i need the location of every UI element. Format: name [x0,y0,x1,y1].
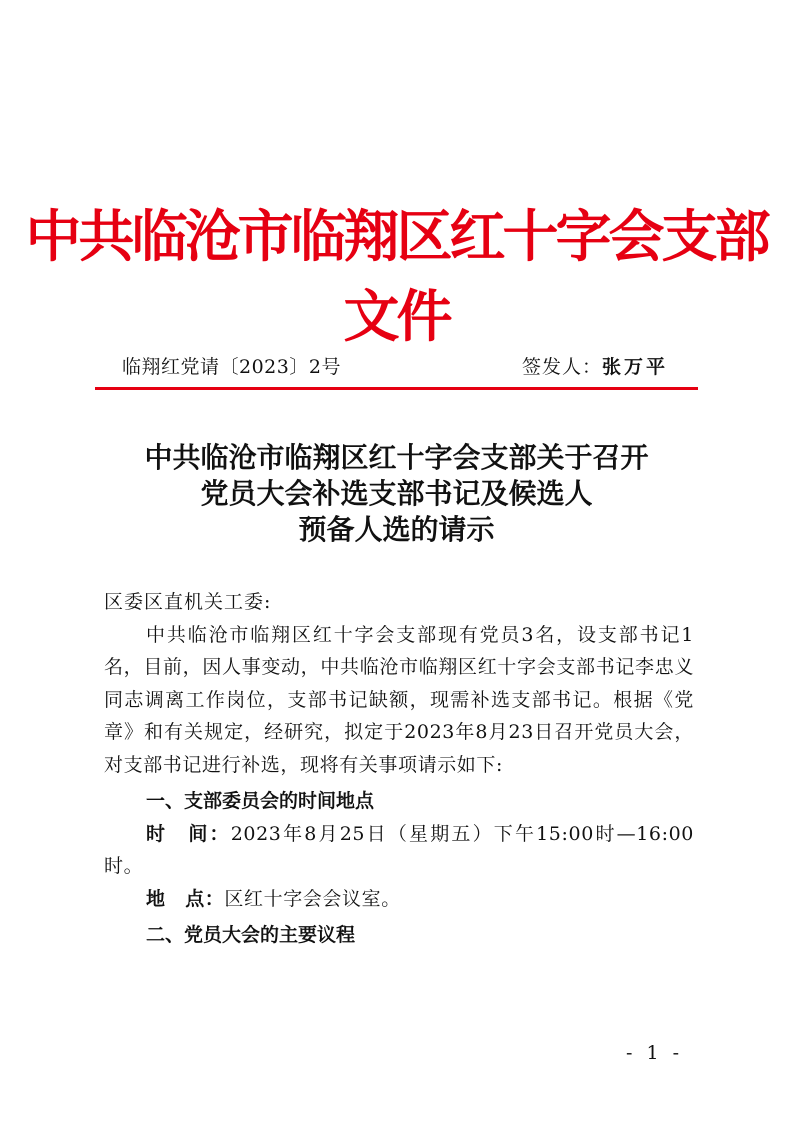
place-label: 地 点： [146,887,225,910]
title-line-2: 党员大会补选支部书记及候选人 [200,477,593,510]
section-heading-1: 一、支部委员会的时间地点 [146,790,375,812]
red-divider-line [95,387,698,390]
issuer-label: 签发人： [522,356,603,378]
page-number: - 1 - [626,1042,684,1064]
section-heading-2: 二、党员大会的主要议程 [146,924,356,946]
time-item [104,818,694,883]
place-value: 区红十字会会议室。 [224,887,401,910]
document-header-title: 中共临沧市临翔区红十字会支部文件 [25,205,768,350]
body-paragraph: 中共临沧市临翔区红十字会支部现有党员3名，设支部书记1名，目前，因人事变动，中共临沧市临翔区红十字会支部书记李忠义同志调离工作岗位，支部书记缺额，现需补选支部书记。根据《党章》和有关规定，经研究，拟定于2023年8月23日召开党员大会，对支部书记进行补选，现将有关事项请示如下: [104,623,694,776]
time-value: 2023年8月25日（星期五）下午15:00时—16:00时。 [104,822,694,877]
place-item [104,883,694,916]
addressee: 区委区直机关工委: [104,591,272,613]
document-number: 临翔红党请〔2023〕2号 [122,356,341,378]
issuer [522,352,668,379]
document-body [104,586,694,952]
issuer-name: 张万平 [602,356,669,378]
title-line-3: 预备人选的请示 [298,513,495,546]
time-label: 时 间： [146,822,231,845]
document-title [0,440,793,548]
title-line-1: 中共临沧市临翔区红十字会支部关于召开 [144,441,649,474]
